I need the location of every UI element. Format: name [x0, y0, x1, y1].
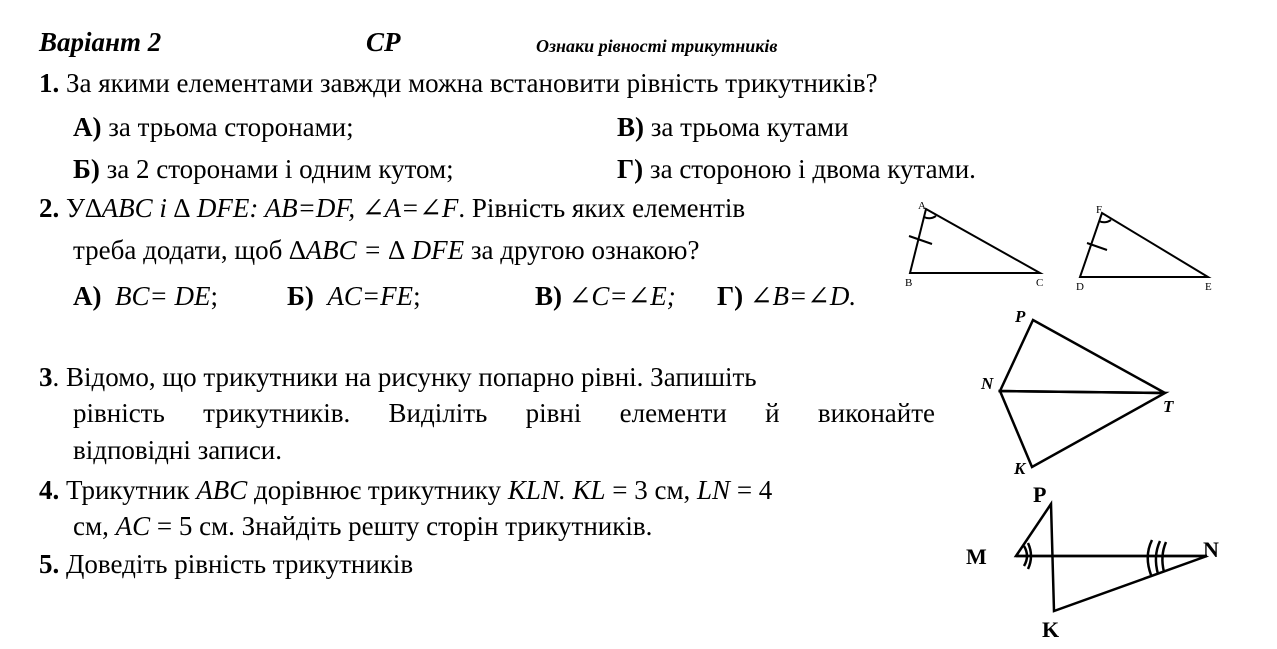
label-p-top: P — [1015, 307, 1026, 326]
q1-option-a-key: А) — [73, 112, 102, 142]
label-t: T — [1163, 397, 1174, 416]
label-n-left: N — [981, 374, 994, 393]
q2-line2-b: за другою ознакою? — [470, 235, 700, 265]
q3-line3: відповідні записи. — [73, 435, 282, 465]
question-5-text: Доведіть рівність трикутників — [66, 549, 414, 579]
q2-option-g-text: ∠B=∠D. — [749, 281, 857, 311]
q4-line1-a: Трикутник — [66, 475, 190, 505]
label-m: M — [966, 544, 987, 569]
q1-option-g-key: Г) — [617, 154, 644, 184]
q4-ln: LN — [697, 475, 731, 505]
q4-line1-c: = 3 см, — [612, 475, 691, 505]
q2-option-b-sep: ; — [413, 281, 421, 311]
q2-option-a-sep: ; — [210, 281, 218, 311]
label-e: E — [1205, 281, 1212, 293]
q2-option-b-key: Б) — [287, 281, 314, 311]
q1-option-v-text: за трьома кутами — [650, 112, 849, 142]
label-k-bottom: K — [1042, 617, 1060, 642]
q2-conj: і — [159, 193, 167, 223]
q2-option-v-text: ∠C=∠E; — [568, 281, 676, 311]
q1-option-b-text: за 2 сторонами і одним кутом; — [106, 154, 454, 184]
q2-option-a-text: BC= DE — [115, 281, 211, 311]
q4-line1-b: дорівнює трикутнику — [253, 475, 502, 505]
q1-option-a-text: за трьома сторонами; — [108, 112, 354, 142]
work-type: СР — [366, 27, 401, 57]
label-b: B — [905, 277, 913, 289]
variant-title: Варіант 2 — [39, 27, 162, 57]
q2-line2-a: треба додати, щоб — [73, 235, 283, 265]
label-f: F — [1096, 204, 1103, 216]
q4-kln: KLN. KL — [507, 475, 606, 505]
question-1-number: 1. — [39, 68, 60, 98]
q2-rest: . Рівність яких елементів — [458, 193, 746, 223]
q2-option-v-key: В) — [535, 281, 562, 311]
q4-line2-b: = 5 см. Знайдіть решту сторін трикутників. — [156, 511, 653, 541]
q2-condition: : AB=DF, ∠A=∠F — [249, 193, 459, 223]
q4-ac: AC — [115, 511, 151, 541]
label-c: C — [1036, 277, 1044, 289]
q3-line2: рівність трикутників. Виділіть рівні елементи й виконайте — [73, 398, 935, 428]
question-4-number: 4. — [39, 475, 60, 505]
question-2-number: 2. — [39, 193, 60, 223]
label-k-top: K — [1014, 459, 1026, 478]
q4-line2-a: см, — [73, 511, 109, 541]
question-1-text: За якими елементами завжди можна встановити рівність трикутників? — [66, 68, 878, 98]
q4-abc: ABC — [196, 475, 248, 505]
q2-tri-dfe: ∆ DFE — [173, 193, 250, 223]
question-5-number: 5. — [39, 549, 60, 579]
kite-pntk-figure — [1000, 320, 1165, 467]
q2-option-g-key: Г) — [717, 281, 744, 311]
q2-prefix: У — [66, 193, 86, 223]
label-p-bottom: P — [1033, 482, 1047, 507]
kite-pmnk-figure — [1016, 504, 1207, 611]
q2-option-a-key: А) — [73, 281, 102, 311]
q1-option-b-key: Б) — [73, 154, 100, 184]
label-d: D — [1076, 281, 1084, 293]
q3-line1: . Відомо, що трикутники на рисунку попарно рівні. Запишіть — [52, 362, 757, 392]
q2-line2-eq: ∆ABC = ∆ DFE — [289, 235, 465, 265]
triangle-abc-figure — [909, 209, 1040, 273]
question-3-number: 3 — [39, 362, 53, 392]
label-a: A — [918, 200, 926, 212]
topic-title: Ознаки рівності трикутників — [536, 36, 778, 56]
q1-option-g-text: за стороною і двома кутами. — [649, 154, 976, 184]
q4-line1-d: = 4 — [736, 475, 773, 505]
q2-option-b-text: AC=FE — [327, 281, 414, 311]
triangle-dfe-figure — [1080, 213, 1208, 277]
label-n-right: N — [1203, 537, 1219, 562]
q2-tri-abc: ∆ABC — [85, 193, 153, 223]
q1-option-v-key: В) — [617, 112, 644, 142]
